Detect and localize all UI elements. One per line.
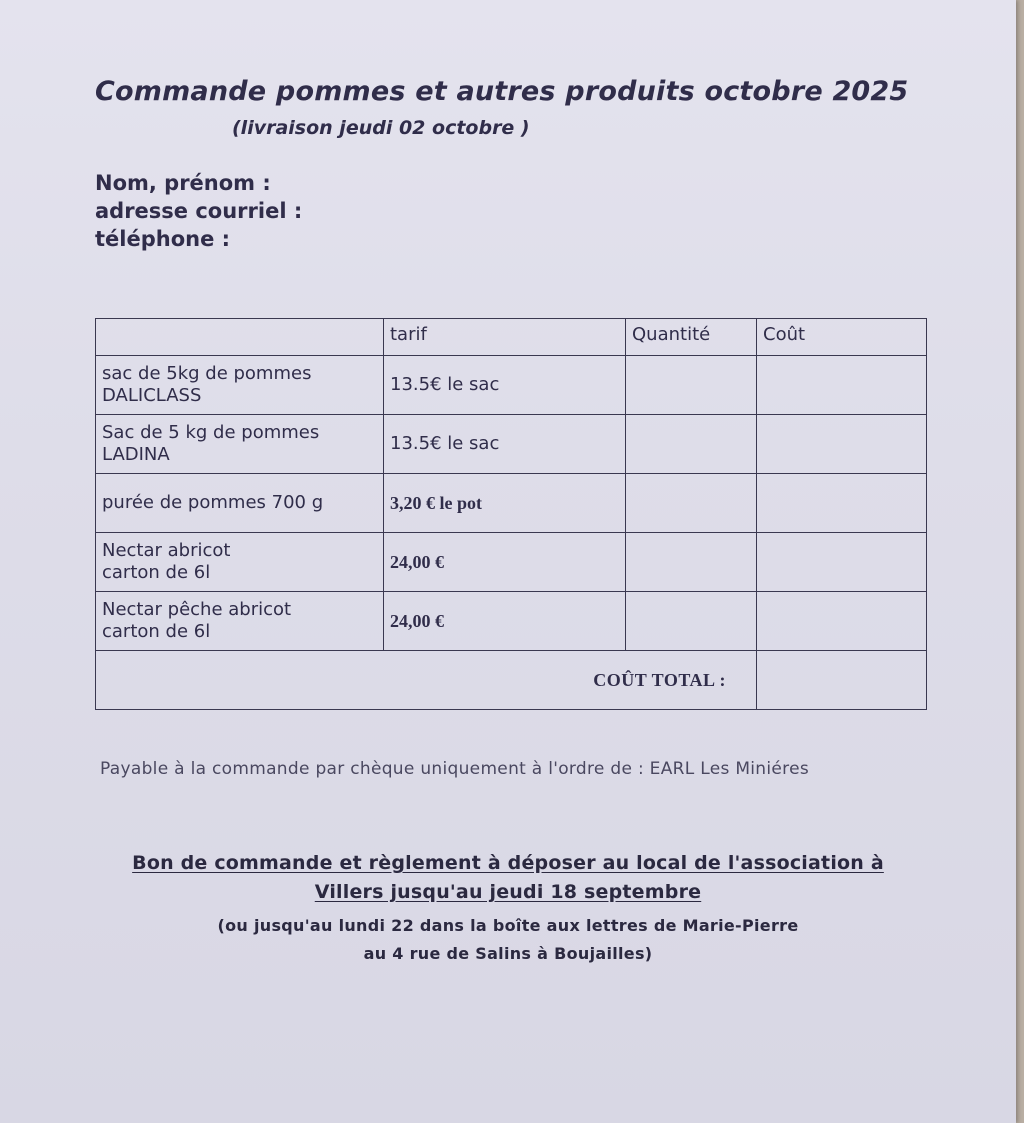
price-cell: 24,00 € <box>384 592 626 651</box>
column-header-cost: Coût <box>757 319 927 356</box>
drop-off-notice-line1: Bon de commande et règlement à déposer au local de l'association à <box>132 852 884 874</box>
cost-cell[interactable] <box>757 356 927 415</box>
quantity-cell[interactable] <box>626 592 757 651</box>
order-table <box>95 318 927 710</box>
cost-cell[interactable] <box>757 533 927 592</box>
phone-field-label: téléphone : <box>95 227 231 251</box>
product-cell: purée de pommes 700 g <box>96 474 384 533</box>
product-cell: Sac de 5 kg de pommes LADINA <box>96 415 384 474</box>
total-cost-cell[interactable] <box>757 651 927 710</box>
price-cell: 24,00 € <box>384 533 626 592</box>
quantity-cell[interactable] <box>626 356 757 415</box>
price-cell: 13.5€ le sac <box>384 356 626 415</box>
table-row <box>96 533 927 592</box>
quantity-cell[interactable] <box>626 415 757 474</box>
product-cell: Nectar abricot carton de 6l <box>96 533 384 592</box>
total-row <box>96 651 927 710</box>
column-header-price: tarif <box>384 319 626 356</box>
product-cell: Nectar pêche abricot carton de 6l <box>96 592 384 651</box>
cost-cell[interactable] <box>757 592 927 651</box>
quantity-cell[interactable] <box>626 474 757 533</box>
table-row <box>96 356 927 415</box>
alternative-drop-off-line2: au 4 rue de Salins à Boujailles) <box>363 944 653 963</box>
payment-instructions: Payable à la commande par chèque uniquement à l'ordre de : EARL Les Miniéres <box>100 759 809 779</box>
drop-off-notice-line2: Villers jusqu'au jeudi 18 septembre <box>314 881 702 903</box>
alternative-drop-off-line1: (ou jusqu'au lundi 22 dans la boîte aux lettres de Marie-Pierre <box>217 916 799 935</box>
delivery-date-note: (livraison jeudi 02 octobre ) <box>232 117 530 139</box>
cost-cell[interactable] <box>757 415 927 474</box>
total-cost-label: COÛT TOTAL : <box>96 651 757 710</box>
column-header-product <box>96 319 384 356</box>
table-row <box>96 415 927 474</box>
email-field-label: adresse courriel : <box>95 199 303 223</box>
quantity-cell[interactable] <box>626 533 757 592</box>
product-cell: sac de 5kg de pommes DALICLASS <box>96 356 384 415</box>
cost-cell[interactable] <box>757 474 927 533</box>
table-row <box>96 592 927 651</box>
price-cell: 13.5€ le sac <box>384 415 626 474</box>
price-cell: 3,20 € le pot <box>384 474 626 533</box>
table-header-row <box>96 319 927 356</box>
column-header-quantity: Quantité <box>626 319 757 356</box>
name-field-label: Nom, prénom : <box>95 171 271 195</box>
page-title: Commande pommes et autres produits octobre 2025 <box>95 76 909 107</box>
table-row <box>96 474 927 533</box>
